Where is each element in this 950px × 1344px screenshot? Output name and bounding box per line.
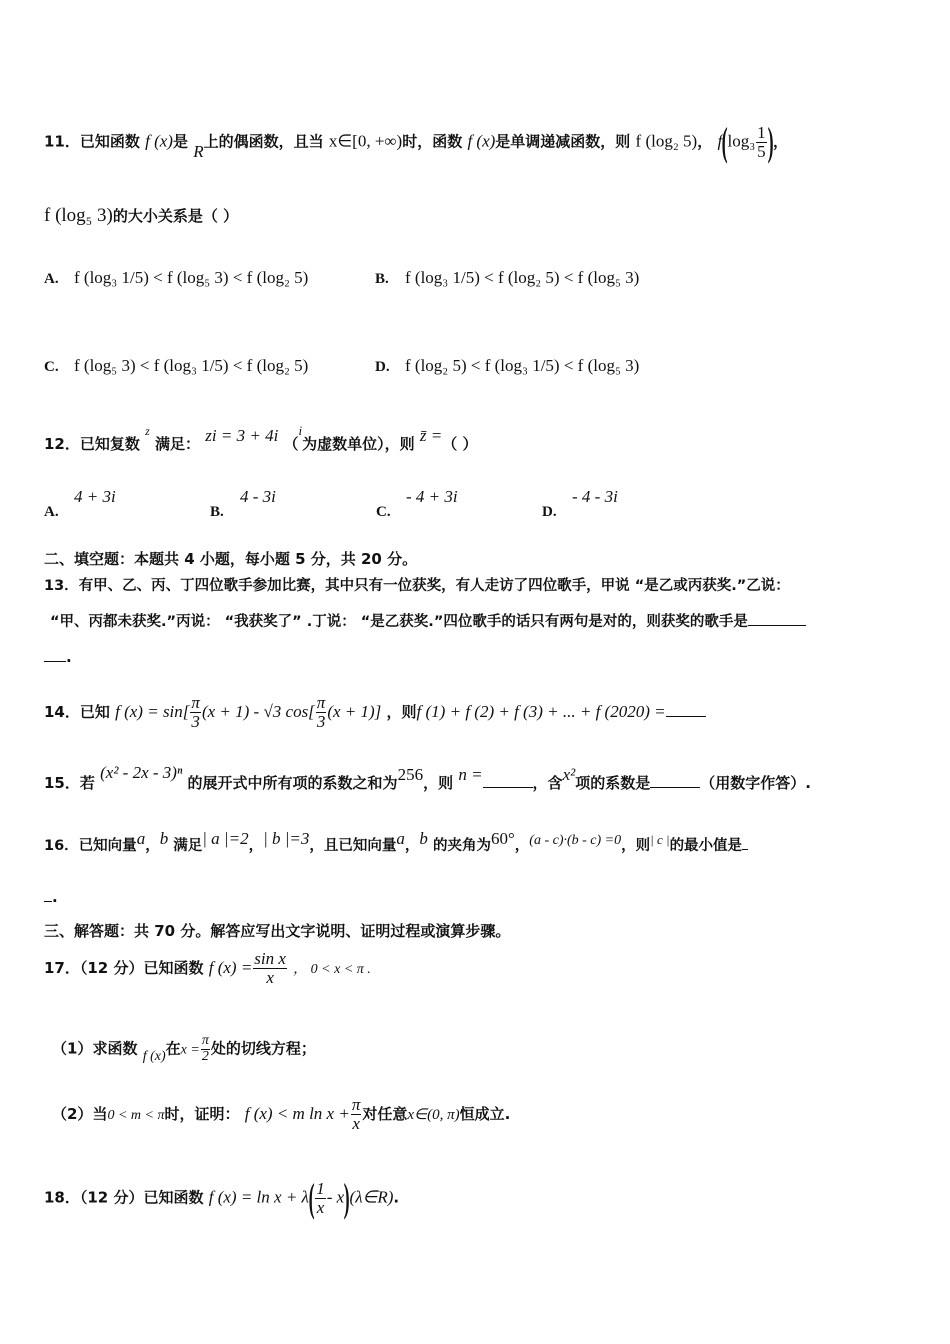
q14-text: 已知 [79, 702, 110, 721]
question-number: 15． [44, 774, 80, 792]
q14-stem [44, 694, 910, 731]
fraction-numerator: π [191, 693, 200, 712]
q12-text: （ [283, 435, 299, 453]
question-number: 16． [44, 838, 79, 854]
option-label: B. [375, 271, 389, 287]
option-text: f (log₂ 5) < f (log₃ 1/5) < f (log₅ 3) [405, 356, 640, 375]
math-interval: x∈(0, π) [407, 1106, 460, 1123]
q17-text: 已知函数 [143, 958, 204, 977]
math-minus-x: - x [326, 1187, 345, 1207]
paren-right: ) [343, 1175, 350, 1220]
q13-text: . [66, 648, 72, 666]
q11-text: 上的偶函数，且当 [203, 132, 324, 151]
q12-text: 满足： [155, 435, 201, 453]
math-b: b [419, 829, 428, 848]
q11-option-d[interactable] [375, 356, 639, 376]
math-fx: f (x) [145, 131, 173, 151]
q17-text: 在 [165, 1039, 181, 1058]
q16-text: ， [514, 838, 530, 854]
section-2-heading: 二、填空题：本题共 4 小题，每小题 5 分，共 20 分。 [44, 550, 418, 568]
q16-text: 的夹角为 [432, 838, 491, 854]
paren-left: ( [721, 119, 728, 164]
q16-text: 已知向量 [78, 838, 137, 854]
math-f: f [717, 131, 723, 151]
math-fx: f (x) = ln x + λ [208, 1187, 309, 1207]
math-i: i [298, 423, 303, 438]
q17-text: 求函数 [92, 1039, 138, 1058]
paren-right: ) [767, 119, 774, 164]
q12-option-c[interactable] [376, 487, 458, 521]
question-number: 12． [44, 435, 80, 453]
option-label: D. [375, 359, 390, 375]
fraction-1-5 [756, 124, 767, 161]
math-condition: 0 < m < π [107, 1107, 165, 1123]
q16-text: ， [248, 838, 264, 854]
q11-text: 是 [172, 132, 188, 151]
fraction-numerator: 1 [757, 122, 766, 142]
q15-text: （用数字作答）. [700, 774, 811, 792]
option-text: 4 + 3i [74, 487, 116, 506]
answer-blank[interactable] [483, 787, 533, 788]
fraction-numerator: 1 [316, 1178, 325, 1198]
q12-option-a[interactable] [44, 487, 116, 521]
math-a: a [136, 829, 146, 848]
q15-text: 的展开式中所有项的系数之和为 [187, 774, 398, 792]
option-label: A. [44, 504, 59, 520]
fraction-denominator: 2 [201, 1048, 209, 1064]
q16-text: ，则 [621, 838, 651, 854]
answer-blank[interactable] [650, 787, 700, 788]
option-text: - 4 - 3i [572, 487, 618, 506]
section-3-heading: 三、解答题：共 70 分。解答应写出文字说明、证明过程或演算步骤。 [44, 922, 511, 940]
q11-option-b[interactable] [375, 268, 639, 288]
q12-text: 已知复数 [79, 435, 140, 453]
option-label: A. [44, 271, 59, 287]
q16-text: . [52, 888, 58, 906]
math-fx: f (x) [142, 1048, 166, 1064]
math-fx: f (x) [467, 131, 496, 151]
math-angle: 60° [490, 829, 515, 848]
option-label: B. [210, 504, 224, 520]
math-a: a [396, 829, 405, 848]
math-b: b [159, 829, 169, 848]
math-abs-c: | c | [650, 832, 670, 847]
option-text: - 4 + 3i [406, 487, 458, 506]
math-256: 256 [397, 765, 424, 784]
q17-text: 处的切线方程； [210, 1039, 316, 1058]
q13-text: 有甲、乙、丙、丁四位歌手参加比赛，其中只有一位获奖，有人走访了四位歌手，甲说 “是乙或丙获奖.”乙说： [78, 578, 790, 594]
q14-text: ，则 [386, 702, 417, 721]
q11-text: 是单调递减函数，则 [495, 132, 631, 151]
q16-text: 满足 [173, 838, 203, 854]
math-condition: (a - c)·(b - c) =0 [529, 833, 622, 848]
option-text: f (log₃ 1/5) < f (log₂ 5) < f (log₅ 3) [405, 268, 640, 287]
math-interval: x∈[0, +∞) [328, 131, 403, 151]
part-label: （2） [52, 1104, 93, 1123]
answer-blank[interactable] [748, 625, 806, 626]
q17-text: 当 [92, 1104, 108, 1123]
q12-text: （ ） [442, 435, 478, 453]
fraction-sinx-x [253, 950, 287, 987]
q12-stem [44, 423, 910, 454]
math-expression: (x² - 2x - 3)ⁿ [100, 763, 183, 782]
option-text: f (log₃ 1/5) < f (log₅ 3) < f (log₂ 5) [74, 268, 309, 287]
q13-line3 [44, 648, 910, 666]
q11-text: ， [772, 132, 788, 151]
q11-text: ， [697, 132, 713, 151]
q16-stem [44, 829, 910, 855]
q13-line1 [44, 574, 910, 595]
math-x: x = [180, 1042, 200, 1058]
math-R: R [193, 141, 204, 161]
option-label: C. [44, 359, 59, 375]
math-n: n = [458, 765, 483, 784]
q11-text: 的大小关系是（ ） [112, 207, 239, 225]
fraction-numerator: sin x [254, 949, 286, 968]
fraction-pi-2 [201, 1034, 210, 1064]
fraction-denominator: 3 [316, 711, 326, 731]
q11-option-a[interactable] [44, 268, 308, 288]
q18-stem [44, 1175, 910, 1220]
answer-blank[interactable] [44, 661, 66, 662]
math-z: z [145, 424, 150, 438]
q17-part1 [52, 1034, 910, 1064]
answer-blank[interactable] [44, 901, 52, 902]
math-func: (x + 1) - √3 cos[ [201, 701, 315, 721]
fraction-denominator: 5 [757, 141, 766, 161]
fraction-numerator: π [201, 1033, 209, 1048]
q15-text: 项的系数是 [575, 774, 651, 792]
q17-stem [44, 950, 910, 987]
paren-left: ( [308, 1175, 315, 1220]
q11-stem-line2 [44, 205, 910, 227]
fraction-pi-3 [316, 694, 327, 731]
q16-text: ，且已知向量 [309, 838, 397, 854]
question-number: 11． [44, 132, 80, 151]
math-abs-a: | a |=2 [202, 829, 249, 848]
math-x2: x² [562, 765, 576, 784]
math-inequality: f (x) < m ln x + [244, 1103, 350, 1123]
question-number: 14． [44, 702, 80, 721]
fraction-1-x [315, 1180, 326, 1217]
q12-text: 为虚数单位），则 [302, 435, 415, 453]
q13-text: “甲、丙都未获奖.”丙说： “我获奖了” .丁说： “是乙获奖.”四位歌手的话只有两句是对的，则获奖的歌手是 [50, 614, 748, 630]
q12-option-b[interactable] [210, 487, 276, 521]
fraction-denominator: x [266, 967, 274, 987]
fraction-denominator: x [352, 1113, 360, 1133]
fraction-numerator: π [316, 693, 326, 712]
q17-points: （12 分） [79, 958, 144, 977]
math-log3: log₃ [727, 131, 756, 151]
answer-blank[interactable] [666, 716, 706, 717]
q18-points: （12 分） [79, 1188, 144, 1207]
math-condition: (λ∈R) [349, 1187, 394, 1207]
math-func: f (x) = sin[ [115, 701, 190, 721]
math-domain: ， 0 < x < π . [293, 961, 371, 977]
q11-option-c[interactable] [44, 356, 308, 376]
q13-line2 [50, 610, 910, 631]
question-number: 13． [44, 578, 79, 594]
q17-text: 恒成立. [459, 1104, 511, 1123]
q17-text: 时，证明： [164, 1104, 240, 1123]
q15-stem [44, 763, 910, 793]
q18-text: . [393, 1188, 400, 1207]
fraction-denominator: 3 [191, 711, 200, 731]
fraction-pi-x [351, 1096, 362, 1133]
option-label: D. [542, 504, 557, 520]
q16-text: ， [404, 838, 420, 854]
math-zbar: z̄ = [419, 426, 443, 445]
option-label: C. [376, 504, 391, 520]
q11-stem-line1 [44, 119, 910, 164]
option-text: f (log₅ 3) < f (log₃ 1/5) < f (log₂ 5) [74, 356, 309, 375]
part-label: （1） [52, 1039, 93, 1058]
q16-line2 [44, 888, 910, 906]
question-number: 17． [44, 958, 80, 977]
math-fx: f (x) = [208, 957, 253, 977]
math-f-log5-3: f (log₅ 3) [44, 205, 113, 226]
math-abs-b: | b |=3 [263, 829, 310, 848]
math-f-log2-5: f (log₂ 5) [635, 131, 698, 151]
option-text: 4 - 3i [240, 487, 276, 506]
fraction-numerator: π [351, 1095, 361, 1114]
q15-text: ，则 [423, 774, 454, 792]
fraction-denominator: x [316, 1197, 325, 1217]
q18-text: 已知函数 [143, 1188, 204, 1207]
q17-part2 [52, 1096, 910, 1133]
question-number: 18． [44, 1188, 80, 1207]
q16-text: 的最小值是 [669, 838, 743, 854]
q15-text: 若 [79, 774, 95, 792]
q17-text: 对任意 [362, 1104, 408, 1123]
q12-option-d[interactable] [542, 487, 618, 521]
answer-blank[interactable] [742, 849, 748, 850]
math-sum: f (1) + f (2) + f (3) + ... + f (2020) = [416, 701, 666, 721]
q16-text: ， [145, 838, 160, 854]
fraction-pi-3 [190, 694, 201, 731]
math-equation: zi = 3 + 4i [205, 426, 279, 445]
q15-text: ，含 [532, 774, 563, 792]
q11-text: 已知函数 [79, 132, 140, 151]
q11-text: 时，函数 [402, 132, 463, 151]
math-func: (x + 1)] [327, 701, 382, 721]
